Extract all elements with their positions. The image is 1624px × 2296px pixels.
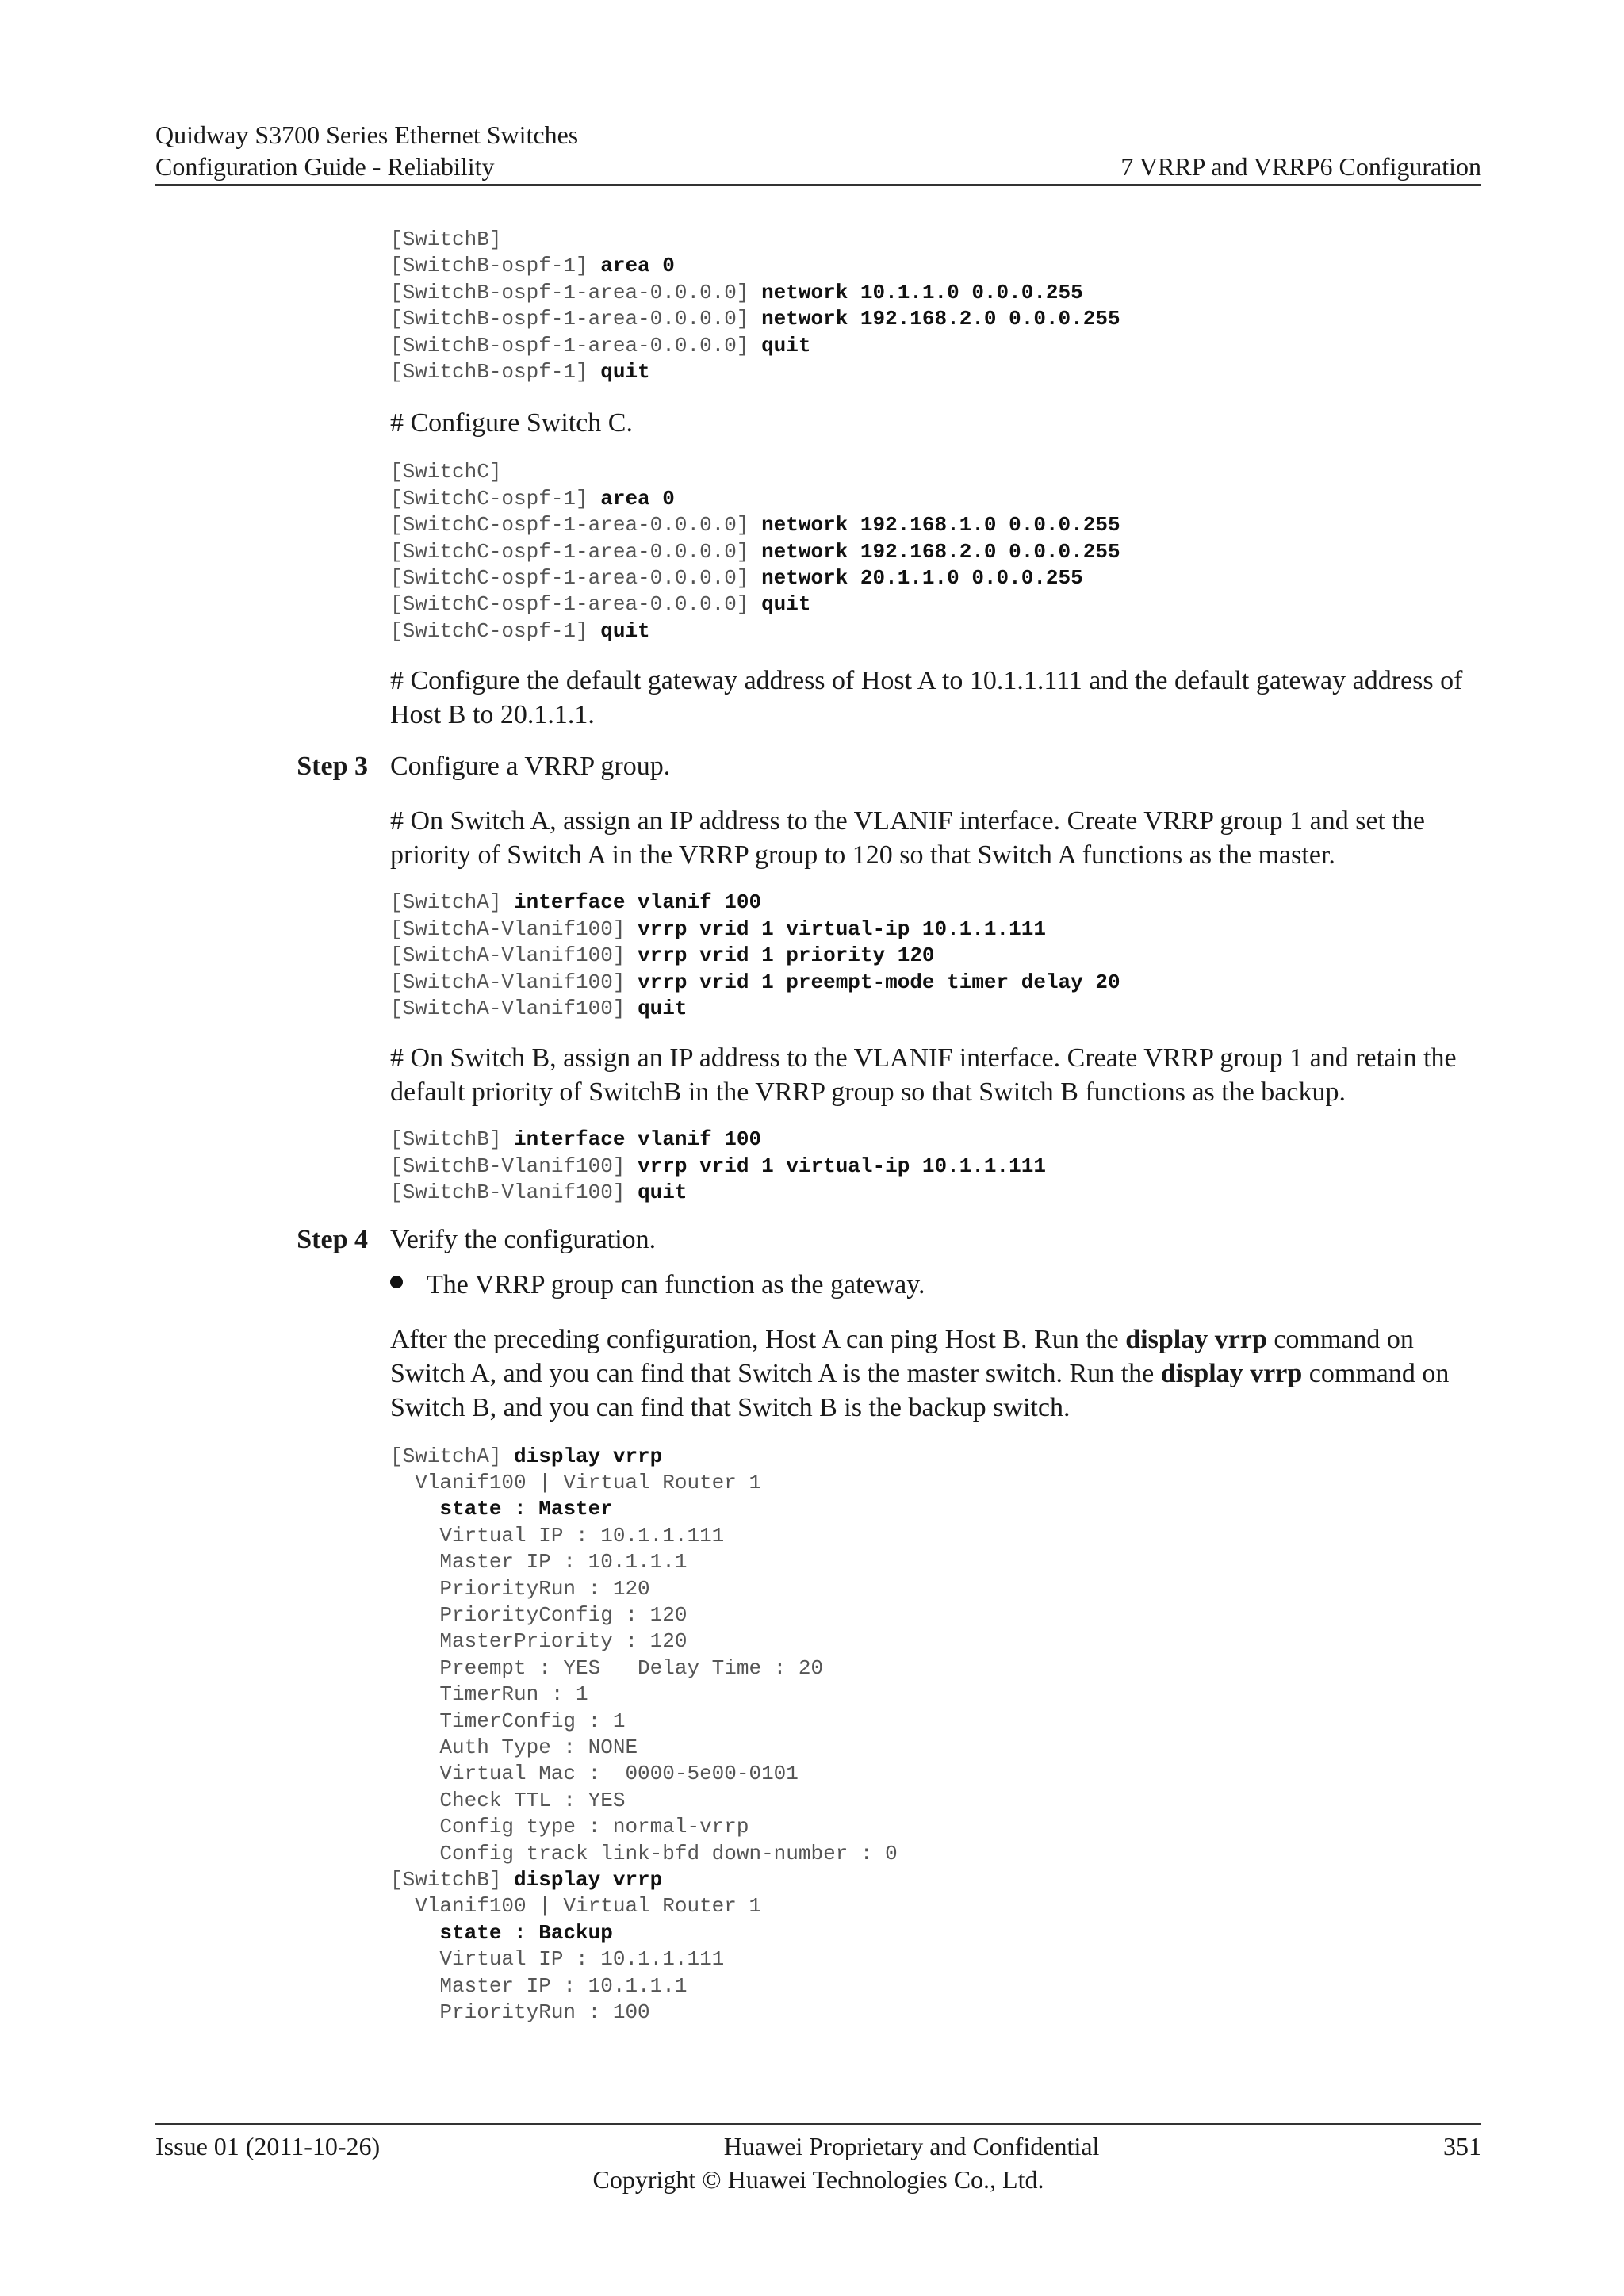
code-line bbox=[390, 1550, 687, 1574]
code-prompt: [SwitchB-ospf-1-area-0.0.0.0] bbox=[390, 333, 762, 358]
code-command: display vrrp bbox=[514, 1868, 663, 1892]
code-prompt: Master IP : 10.1.1.1 bbox=[390, 1550, 688, 1575]
step-3-text: Configure a VRRP group. bbox=[390, 752, 671, 782]
code-line bbox=[390, 890, 761, 914]
code-line bbox=[390, 1181, 687, 1204]
code-line bbox=[390, 592, 811, 616]
code-line bbox=[390, 1497, 613, 1521]
code-line bbox=[390, 566, 1083, 590]
inline-command: display vrrp bbox=[1125, 1324, 1267, 1354]
code-prompt: Virtual IP : 10.1.1.111 bbox=[390, 1947, 725, 1972]
inline-command: display vrrp bbox=[1160, 1358, 1303, 1388]
code-prompt bbox=[390, 1497, 439, 1521]
code-command: state : Backup bbox=[439, 1920, 613, 1945]
code-line bbox=[390, 540, 1120, 564]
code-command: vrrp vrid 1 virtual-ip 10.1.1.111 bbox=[638, 1154, 1046, 1178]
header-guide: Configuration Guide - Reliability bbox=[155, 152, 495, 181]
code-prompt: [SwitchC] bbox=[390, 460, 502, 484]
code-line bbox=[390, 1127, 761, 1151]
code-line bbox=[390, 1656, 823, 1680]
code-command: interface vlanif 100 bbox=[514, 1127, 762, 1152]
code-prompt: [SwitchA] bbox=[390, 1444, 515, 1468]
code-line bbox=[390, 460, 501, 484]
code-line bbox=[390, 1682, 588, 1706]
code-line bbox=[390, 1154, 1046, 1178]
code-line bbox=[390, 1603, 687, 1627]
code-prompt: [SwitchA-Vlanif100] bbox=[390, 943, 638, 968]
step-3 bbox=[297, 749, 1481, 783]
inline-text: command on Switch B, and you can find that Switch B is the backup switch. bbox=[390, 1358, 1450, 1422]
code-prompt: Check TTL : YES bbox=[390, 1788, 626, 1812]
code-line bbox=[390, 307, 1120, 331]
code-block-display-vrrp bbox=[390, 1444, 1481, 2026]
code-prompt: Virtual IP : 10.1.1.111 bbox=[390, 1523, 725, 1548]
code-prompt: Vlanif100 | Virtual Router 1 bbox=[390, 1470, 762, 1494]
code-line bbox=[390, 917, 1046, 941]
step-3-label: Step 3 bbox=[297, 752, 368, 782]
code-prompt: [SwitchB-ospf-1] bbox=[390, 360, 601, 385]
code-prompt: Virtual Mac : 0000-5e00-0101 bbox=[390, 1762, 799, 1786]
code-line bbox=[390, 1524, 724, 1548]
bullet-item bbox=[390, 1268, 1481, 1302]
header-chapter: 7 VRRP and VRRP6 Configuration bbox=[1120, 152, 1481, 181]
code-prompt: Master IP : 10.1.1.1 bbox=[390, 1973, 688, 1998]
code-prompt: [SwitchB-ospf-1] bbox=[390, 254, 601, 278]
code-block-switchb-vrrp bbox=[390, 1127, 1481, 1206]
code-line bbox=[390, 1868, 662, 1892]
code-line bbox=[390, 619, 650, 643]
code-line bbox=[390, 360, 650, 384]
code-command: network 192.168.1.0 0.0.0.255 bbox=[761, 513, 1120, 538]
code-line bbox=[390, 1445, 662, 1468]
code-prompt: [SwitchA-Vlanif100] bbox=[390, 996, 638, 1020]
paragraph-verify bbox=[390, 1322, 1481, 1425]
code-block-switchb-ospf bbox=[390, 227, 1481, 385]
code-line bbox=[390, 997, 687, 1020]
code-line bbox=[390, 1894, 761, 1918]
code-line bbox=[390, 970, 1120, 994]
code-command: vrrp vrid 1 preempt-mode timer delay 20 bbox=[638, 970, 1120, 994]
code-command: quit bbox=[600, 360, 650, 385]
footer-confidential: Huawei Proprietary and Confidential bbox=[723, 2132, 1100, 2160]
code-line bbox=[390, 943, 935, 967]
code-prompt: [SwitchB] bbox=[390, 1127, 515, 1152]
code-prompt: [SwitchB] bbox=[390, 1868, 515, 1892]
code-prompt: [SwitchB-Vlanif100] bbox=[390, 1181, 638, 1205]
code-prompt: [SwitchC-ospf-1-area-0.0.0.0] bbox=[390, 513, 762, 538]
code-prompt: PriorityRun : 120 bbox=[390, 1576, 650, 1601]
code-command: quit bbox=[761, 333, 811, 358]
code-command: quit bbox=[638, 1181, 688, 1205]
code-command: quit bbox=[638, 996, 688, 1020]
code-prompt: TimerRun : 1 bbox=[390, 1682, 588, 1707]
code-prompt: [SwitchA-Vlanif100] bbox=[390, 916, 638, 941]
code-prompt: [SwitchC-ospf-1] bbox=[390, 486, 601, 511]
code-command: state : Master bbox=[439, 1497, 613, 1521]
code-line bbox=[390, 254, 675, 277]
code-command: quit bbox=[761, 592, 811, 617]
code-line bbox=[390, 1789, 625, 1812]
page-header bbox=[155, 119, 1481, 186]
code-prompt: [SwitchC-ospf-1-area-0.0.0.0] bbox=[390, 566, 762, 591]
paragraph-switch-b-vrrp: # On Switch B, assign an IP address to the VLANIF interface. Create VRRP group 1 and retain the default priority of SwitchB in the VRRP group so that Switch B functions as the backup. bbox=[390, 1043, 1457, 1108]
code-line bbox=[390, 1762, 799, 1785]
code-block-switcha-vrrp bbox=[390, 890, 1481, 1022]
code-prompt bbox=[390, 1921, 439, 1945]
code-prompt: [SwitchB-Vlanif100] bbox=[390, 1154, 638, 1178]
code-prompt: TimerConfig : 1 bbox=[390, 1709, 626, 1733]
code-prompt: Config track link-bfd down-number : 0 bbox=[390, 1841, 898, 1866]
page-footer bbox=[155, 2123, 1481, 2196]
code-command: interface vlanif 100 bbox=[514, 890, 762, 915]
code-line bbox=[390, 1921, 613, 1945]
paragraph-default-gateway: # Configure the default gateway address of Host A to 10.1.1.111 and the default gateway address of Host B to 20.1.1.1. bbox=[390, 666, 1463, 730]
code-line bbox=[390, 1842, 898, 1866]
paragraph-configure-switch-c: # Configure Switch C. bbox=[390, 408, 633, 438]
code-line bbox=[390, 1974, 687, 1998]
code-line bbox=[390, 1629, 687, 1653]
header-rule bbox=[155, 184, 1481, 186]
code-prompt: [SwitchC-ospf-1-area-0.0.0.0] bbox=[390, 592, 762, 617]
footer-page-number: 351 bbox=[1443, 2132, 1481, 2160]
code-prompt: Auth Type : NONE bbox=[390, 1735, 638, 1759]
code-command: vrrp vrid 1 priority 120 bbox=[638, 943, 935, 968]
code-prompt: PriorityRun : 100 bbox=[390, 2000, 650, 2025]
code-command: network 20.1.1.0 0.0.0.255 bbox=[761, 566, 1083, 591]
footer-copyright: Copyright © Huawei Technologies Co., Ltd. bbox=[592, 2165, 1044, 2194]
code-command: quit bbox=[600, 618, 650, 643]
code-line bbox=[390, 1735, 638, 1759]
step-4-text: Verify the configuration. bbox=[390, 1224, 657, 1254]
code-command: vrrp vrid 1 virtual-ip 10.1.1.111 bbox=[638, 916, 1046, 941]
header-product: Quidway S3700 Series Ethernet Switches bbox=[155, 121, 579, 149]
code-command: area 0 bbox=[600, 486, 675, 511]
footer-rule bbox=[155, 2123, 1481, 2125]
page-content bbox=[155, 227, 1481, 2026]
code-prompt: [SwitchB] bbox=[390, 228, 502, 251]
code-line bbox=[390, 1947, 724, 1971]
code-line bbox=[390, 1709, 625, 1733]
code-line bbox=[390, 487, 675, 511]
code-command: network 192.168.2.0 0.0.0.255 bbox=[761, 539, 1120, 564]
header-row bbox=[155, 151, 1481, 182]
code-command: area 0 bbox=[600, 254, 675, 278]
step-4-label: Step 4 bbox=[297, 1224, 368, 1254]
code-command: display vrrp bbox=[514, 1444, 663, 1468]
code-line bbox=[390, 2000, 650, 2024]
code-line bbox=[390, 1471, 761, 1494]
code-line bbox=[390, 1815, 749, 1839]
code-prompt: Config type : normal-vrrp bbox=[390, 1815, 749, 1839]
code-prompt: MasterPriority : 120 bbox=[390, 1629, 688, 1654]
code-prompt: [SwitchC-ospf-1] bbox=[390, 618, 601, 643]
code-prompt: [SwitchC-ospf-1-area-0.0.0.0] bbox=[390, 539, 762, 564]
code-line bbox=[390, 513, 1120, 537]
code-command: network 10.1.1.0 0.0.0.255 bbox=[761, 280, 1083, 304]
code-prompt: Preempt : YES Delay Time : 20 bbox=[390, 1655, 824, 1680]
code-command: network 192.168.2.0 0.0.0.255 bbox=[761, 307, 1120, 331]
code-block-switchc-ospf bbox=[390, 459, 1481, 645]
code-prompt: [SwitchB-ospf-1-area-0.0.0.0] bbox=[390, 280, 762, 304]
code-line bbox=[390, 281, 1083, 304]
code-prompt: [SwitchA-Vlanif100] bbox=[390, 970, 638, 994]
paragraph-switch-a-vrrp: # On Switch A, assign an IP address to the VLANIF interface. Create VRRP group 1 and set the priority of Switch A in the VRRP group to 120 so that Switch A functions as the master. bbox=[390, 806, 1426, 871]
code-line bbox=[390, 228, 501, 251]
code-prompt: [SwitchB-ospf-1-area-0.0.0.0] bbox=[390, 307, 762, 331]
code-line bbox=[390, 1577, 650, 1601]
code-prompt: PriorityConfig : 120 bbox=[390, 1602, 688, 1627]
code-line bbox=[390, 334, 811, 358]
code-prompt: Vlanif100 | Virtual Router 1 bbox=[390, 1894, 762, 1919]
inline-text: command on Switch A, and you can find that Switch A is the master switch. Run the bbox=[390, 1324, 1414, 1388]
code-prompt: [SwitchA] bbox=[390, 890, 515, 915]
inline-text: After the preceding configuration, Host A can ping Host B. Run the bbox=[390, 1324, 1126, 1354]
bullet-dot-icon bbox=[390, 1276, 403, 1288]
step-4 bbox=[297, 1223, 1481, 1257]
footer-issue: Issue 01 (2011-10-26) bbox=[155, 2132, 381, 2160]
bullet-text: The VRRP group can function as the gateway. bbox=[427, 1269, 925, 1299]
